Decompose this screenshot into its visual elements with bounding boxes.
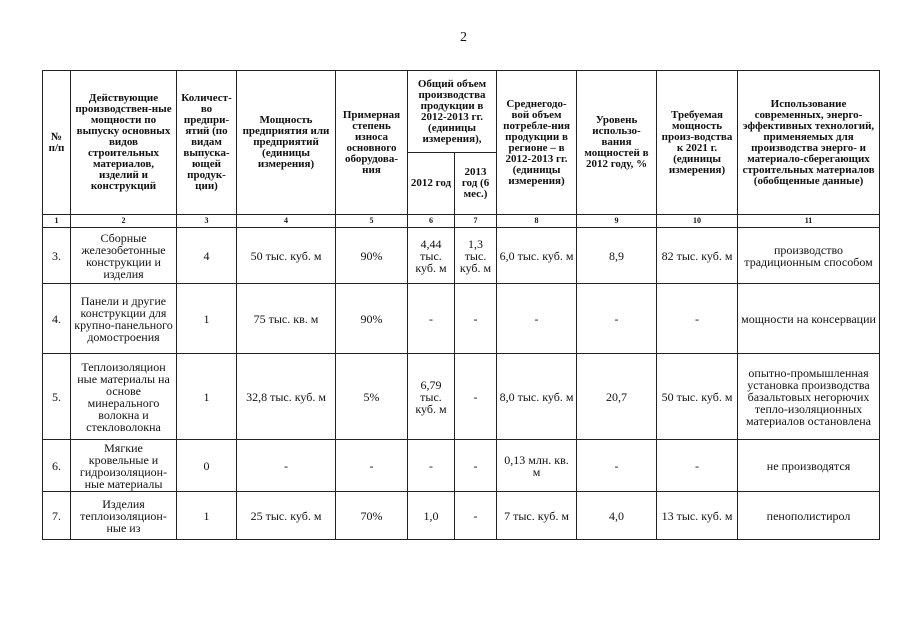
table-row — [43, 354, 880, 440]
required-capacity: - — [657, 284, 738, 354]
column-number: 6 — [408, 215, 455, 228]
header-enterprise-count: Количест-во предпри-ятий (по видам выпуска-ющей продук-ции) — [177, 71, 237, 215]
table-row — [43, 284, 880, 354]
column-number: 8 — [497, 215, 577, 228]
header-year-2012: 2012 год — [408, 153, 455, 215]
consumption: 8,0 тыс. куб. м — [497, 354, 577, 440]
enterprise-count: 4 — [177, 228, 237, 284]
header-technologies: Использование современных, энерго-эффективных технологий, применяемых для производства энерго- и материало-сберегающих строительных материалов (обобщенные данные) — [738, 71, 880, 215]
wear-level: - — [336, 440, 408, 492]
required-capacity: - — [657, 440, 738, 492]
header-wear-level: Примерная степень износа основного оборудова-ния — [336, 71, 408, 215]
capacity-table — [42, 70, 880, 540]
column-number: 7 — [455, 215, 497, 228]
enterprise-capacity: 75 тыс. кв. м — [237, 284, 336, 354]
enterprise-capacity: 50 тыс. куб. м — [237, 228, 336, 284]
consumption: 7 тыс. куб. м — [497, 492, 577, 540]
header-required-capacity: Требуемая мощность произ-водства к 2021 г. (единицы измерения) — [657, 71, 738, 215]
header-total-volume: Общий объем производства продукции в 2012-2013 гг. (единицы измерения), — [408, 71, 497, 153]
table-row — [43, 440, 880, 492]
required-capacity: 50 тыс. куб. м — [657, 354, 738, 440]
usage-level: 8,9 — [577, 228, 657, 284]
technology: не производятся — [738, 440, 880, 492]
volume-2013: 1,3 тыс. куб. м — [455, 228, 497, 284]
header-number: № п/п — [43, 71, 71, 215]
table-row — [43, 492, 880, 540]
usage-level: 4,0 — [577, 492, 657, 540]
volume-2013: - — [455, 354, 497, 440]
volume-2012: - — [408, 284, 455, 354]
volume-2013: - — [455, 492, 497, 540]
product-name: Изделия теплоизоляцион-ные из — [71, 492, 177, 540]
usage-level: 20,7 — [577, 354, 657, 440]
column-number: 2 — [71, 215, 177, 228]
column-number: 4 — [237, 215, 336, 228]
enterprise-count: 1 — [177, 354, 237, 440]
header-consumption: Среднегодо-вой объем потребле-ния продукции в регионе – в 2012-2013 гг. (единицы измерения) — [497, 71, 577, 215]
technology: опытно-промышленная установка производства базальтовых негорючих тепло-изоляционных материалов остановлена — [738, 354, 880, 440]
consumption: - — [497, 284, 577, 354]
wear-level: 90% — [336, 284, 408, 354]
row-number: 4. — [43, 284, 71, 354]
consumption: 0,13 млн. кв. м — [497, 440, 577, 492]
volume-2012: - — [408, 440, 455, 492]
product-name: Панели и другие конструкции для крупно-панельного домостроения — [71, 284, 177, 354]
wear-level: 70% — [336, 492, 408, 540]
column-number: 9 — [577, 215, 657, 228]
column-number: 3 — [177, 215, 237, 228]
volume-2012: 1,0 — [408, 492, 455, 540]
volume-2012: 4,44 тыс. куб. м — [408, 228, 455, 284]
technology: пенополистирол — [738, 492, 880, 540]
enterprise-count: 1 — [177, 492, 237, 540]
header-enterprise-capacity: Мощность предприятия или предприятий (единицы измерения) — [237, 71, 336, 215]
enterprise-count: 0 — [177, 440, 237, 492]
column-number: 1 — [43, 215, 71, 228]
header-year-2013: 2013 год (6 мес.) — [455, 153, 497, 215]
column-number: 5 — [336, 215, 408, 228]
required-capacity: 13 тыс. куб. м — [657, 492, 738, 540]
volume-2013: - — [455, 440, 497, 492]
product-name: Теплоизоляцион ные материалы на основе минерального волокна и стекловолокна — [71, 354, 177, 440]
row-number: 6. — [43, 440, 71, 492]
enterprise-capacity: - — [237, 440, 336, 492]
technology: производство традиционным способом — [738, 228, 880, 284]
header-usage-level: Уровень использо-вания мощностей в 2012 году, % — [577, 71, 657, 215]
row-number: 5. — [43, 354, 71, 440]
usage-level: - — [577, 440, 657, 492]
wear-level: 5% — [336, 354, 408, 440]
product-name: Сборные железобетонные конструкции и изделия — [71, 228, 177, 284]
header-capacities: Действующие производствен-ные мощности по выпуску основных видов строительных материалов, изделий и конструкций — [71, 71, 177, 215]
column-number: 11 — [738, 215, 880, 228]
product-name: Мягкие кровельные и гидроизоляцион-ные материалы — [71, 440, 177, 492]
required-capacity: 82 тыс. куб. м — [657, 228, 738, 284]
column-number: 10 — [657, 215, 738, 228]
table-row — [43, 228, 880, 284]
volume-2013: - — [455, 284, 497, 354]
enterprise-capacity: 25 тыс. куб. м — [237, 492, 336, 540]
volume-2012: 6,79 тыс. куб. м — [408, 354, 455, 440]
enterprise-count: 1 — [177, 284, 237, 354]
enterprise-capacity: 32,8 тыс. куб. м — [237, 354, 336, 440]
usage-level: - — [577, 284, 657, 354]
wear-level: 90% — [336, 228, 408, 284]
row-number: 3. — [43, 228, 71, 284]
page-number: 2 — [460, 30, 467, 45]
technology: мощности на консервации — [738, 284, 880, 354]
consumption: 6,0 тыс. куб. м — [497, 228, 577, 284]
row-number: 7. — [43, 492, 71, 540]
